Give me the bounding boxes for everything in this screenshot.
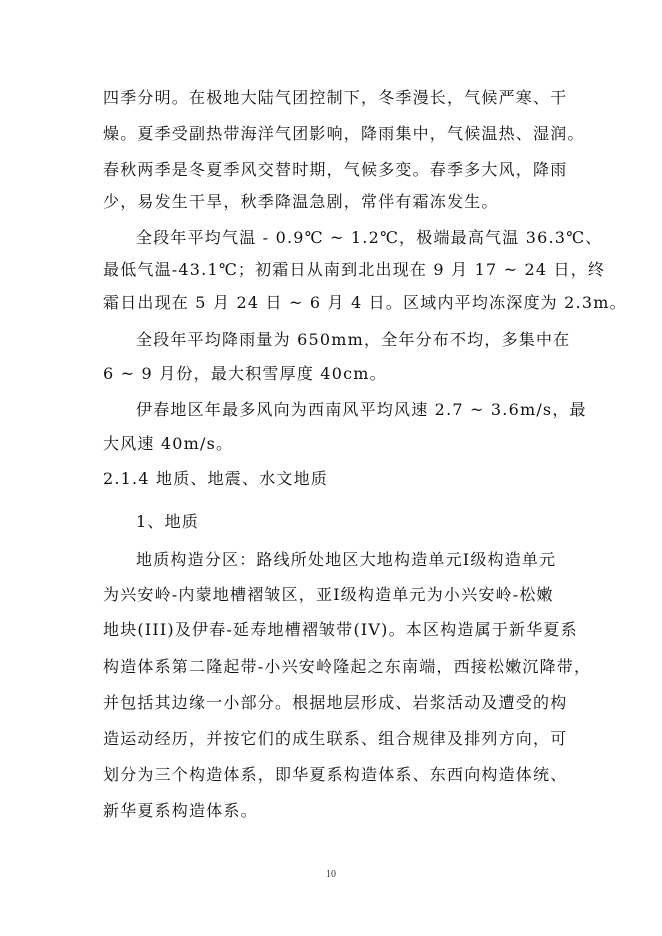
climate-line-1: 四季分明。在极地大陆气团控制下，冬季漫长，气候严寒、干 [103,88,568,107]
temperature-line-1: 全段年平均气温 - 0.9℃ ~ 1.2℃，极端最高气温 36.3℃、 [136,228,603,247]
temperature-line-3: 霜日出现在 5 月 24 日 ~ 6 月 4 日。区域内平均冻深度为 2.3m。 [103,293,627,312]
rainfall-line-2: 6 ~ 9 月份，最大积雪厚度 40cm。 [103,364,387,383]
geology-line-1: 地质构造分区：路线所处地区大地构造单元Ⅰ级构造单元 [136,550,557,569]
geology-line-2: 为兴安岭-内蒙地槽褶皱区，亚Ⅰ级构造单元为小兴安岭-松嫩 [103,585,554,604]
climate-line-2: 燥。夏季受副热带海洋气团影响，降雨集中，气候温热、湿润。 [103,124,585,143]
geology-line-7: 划分为三个构造体系，即华夏系构造体系、东西向构造体统、 [103,765,568,784]
section-heading: 2.1.4 地质、地震、水文地质 [103,469,328,488]
rainfall-line-1: 全段年平均降雨量为 650mm，全年分布不均，多集中在 [136,330,571,349]
temperature-line-2: 最低气温-43.1℃；初霜日从南到北出现在 9 月 17 ~ 24 日，终 [103,260,606,279]
geology-line-4: 构造体系第二隆起带-小兴安岭隆起之东南端，西接松嫩沉降带， [103,657,592,676]
subheading: 1、地质 [136,512,199,531]
geology-line-3: 地块(III)及伊春-延寿地槽褶皱带(IV)。本区构造属于新华夏系 [103,620,578,639]
climate-line-4: 少，易发生干旱，秋季降温急剧，常伴有霜冻发生。 [103,192,499,211]
geology-line-6: 造运动经历，并按它们的成生联系、组合规律及排列方向，可 [103,729,568,748]
wind-line-1: 伊春地区年最多风向为西南风平均风速 2.7 ~ 3.6m/s，最 [136,400,587,419]
wind-line-2: 大风速 40m/s。 [103,434,234,453]
geology-line-8: 新华夏系构造体系。 [103,801,258,820]
page-number: 10 [326,869,336,880]
climate-line-3: 春秋两季是冬夏季风交替时期，气候多变。春季多大风，降雨 [103,160,568,179]
geology-line-5: 并包括其边缘一小部分。根据地层形成、岩浆活动及遭受的构 [103,693,568,712]
